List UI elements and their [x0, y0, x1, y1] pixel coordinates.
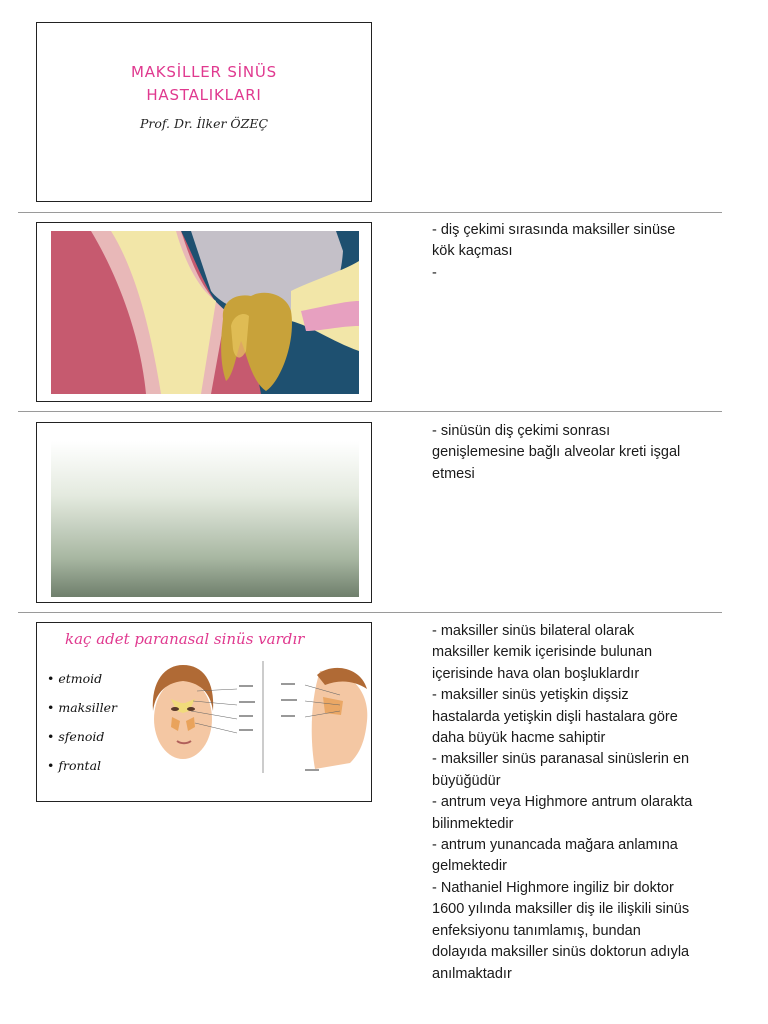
- slide-1-author: Prof. Dr. İlker ÖZEÇ: [139, 116, 269, 131]
- slide-4: [36, 622, 372, 802]
- slide-4-note-line: anılmaktadır: [432, 965, 512, 982]
- slide-2-note-line: -: [432, 264, 437, 281]
- slide-1: [36, 22, 372, 202]
- slide-3-note-line: - sinüsün diş çekimi sonrası: [432, 423, 611, 439]
- slide-3-note-line: etmesi: [432, 465, 475, 482]
- slide-4-note-line: içerisinde hava olan boşluklardır: [432, 665, 640, 682]
- slide-4-note-line: dolayıda maksiller sinüs doktorun adıyla: [432, 944, 690, 961]
- slide-4-note-line: 1600 yılında maksiller diş ile ilişkili sinüs: [432, 901, 690, 918]
- slide-1-title-line1: MAKSİLLER SİNÜS: [130, 63, 278, 81]
- slide-4-note-line: büyüğüdür: [432, 772, 501, 789]
- slide-4-note-line: - maksiller sinüs paranasal sinüslerin en: [432, 751, 690, 768]
- slide-4-notes: [432, 621, 742, 985]
- slide-4-note-line: enfeksiyonu tanımlamış, bundan: [432, 922, 641, 939]
- slide-4-note-line: - antrum veya Highmore antrum olarakta: [432, 794, 693, 811]
- slide-3: [36, 422, 372, 603]
- slide-4-note-line: - antrum yunancada mağara anlamına: [432, 837, 678, 854]
- sinus-list-item: • sfenoid: [47, 729, 117, 758]
- slide-3-note-line: genişlemesine bağlı alveolar kreti işgal: [432, 444, 681, 461]
- slide-2-note-line: kök kaçması: [432, 243, 513, 260]
- separator-2: [18, 411, 722, 412]
- slide-4-note-line: - Nathaniel Highmore ingiliz bir doktor: [432, 879, 674, 896]
- slide-4-note-line: - maksiller sinüs yetişkin dişsiz: [432, 687, 629, 704]
- sinus-list: [47, 671, 117, 787]
- gradient-image: [51, 441, 359, 597]
- tooth-root-sinus-image: [51, 231, 359, 394]
- sinus-list-item: • frontal: [47, 758, 117, 787]
- separator-3: [18, 612, 722, 613]
- slide-4-note-line: bilinmektedir: [432, 815, 514, 832]
- slide-1-title-line2: HASTALIKLARI: [146, 86, 262, 104]
- slide-2-notes: [432, 220, 742, 284]
- slide-4-note-line: gelmektedir: [432, 858, 507, 875]
- slide-3-notes: [432, 421, 742, 485]
- slide-4-title: kaç adet paranasal sinüs vardır: [65, 630, 305, 648]
- slide-4-note-line: maksiller kemik içerisinde bulunan: [432, 644, 653, 661]
- separator-1: [18, 212, 722, 213]
- slide-2: [36, 222, 372, 402]
- sinus-list-item: • maksiller: [47, 700, 117, 729]
- slide-4-note-line: daha büyük hacme sahiptir: [432, 730, 606, 747]
- paranasal-sinuses-diagram: [145, 661, 370, 779]
- sinus-list-item: • etmoid: [47, 671, 117, 700]
- slide-1-title: [37, 61, 371, 107]
- slide-4-note-line: - maksiller sinüs bilateral olarak: [432, 623, 635, 639]
- slide-2-note-line: - diş çekimi sırasında maksiller sinüse: [432, 222, 676, 238]
- slide-4-note-line: hastalarda yetişkin dişli hastalara göre: [432, 708, 678, 725]
